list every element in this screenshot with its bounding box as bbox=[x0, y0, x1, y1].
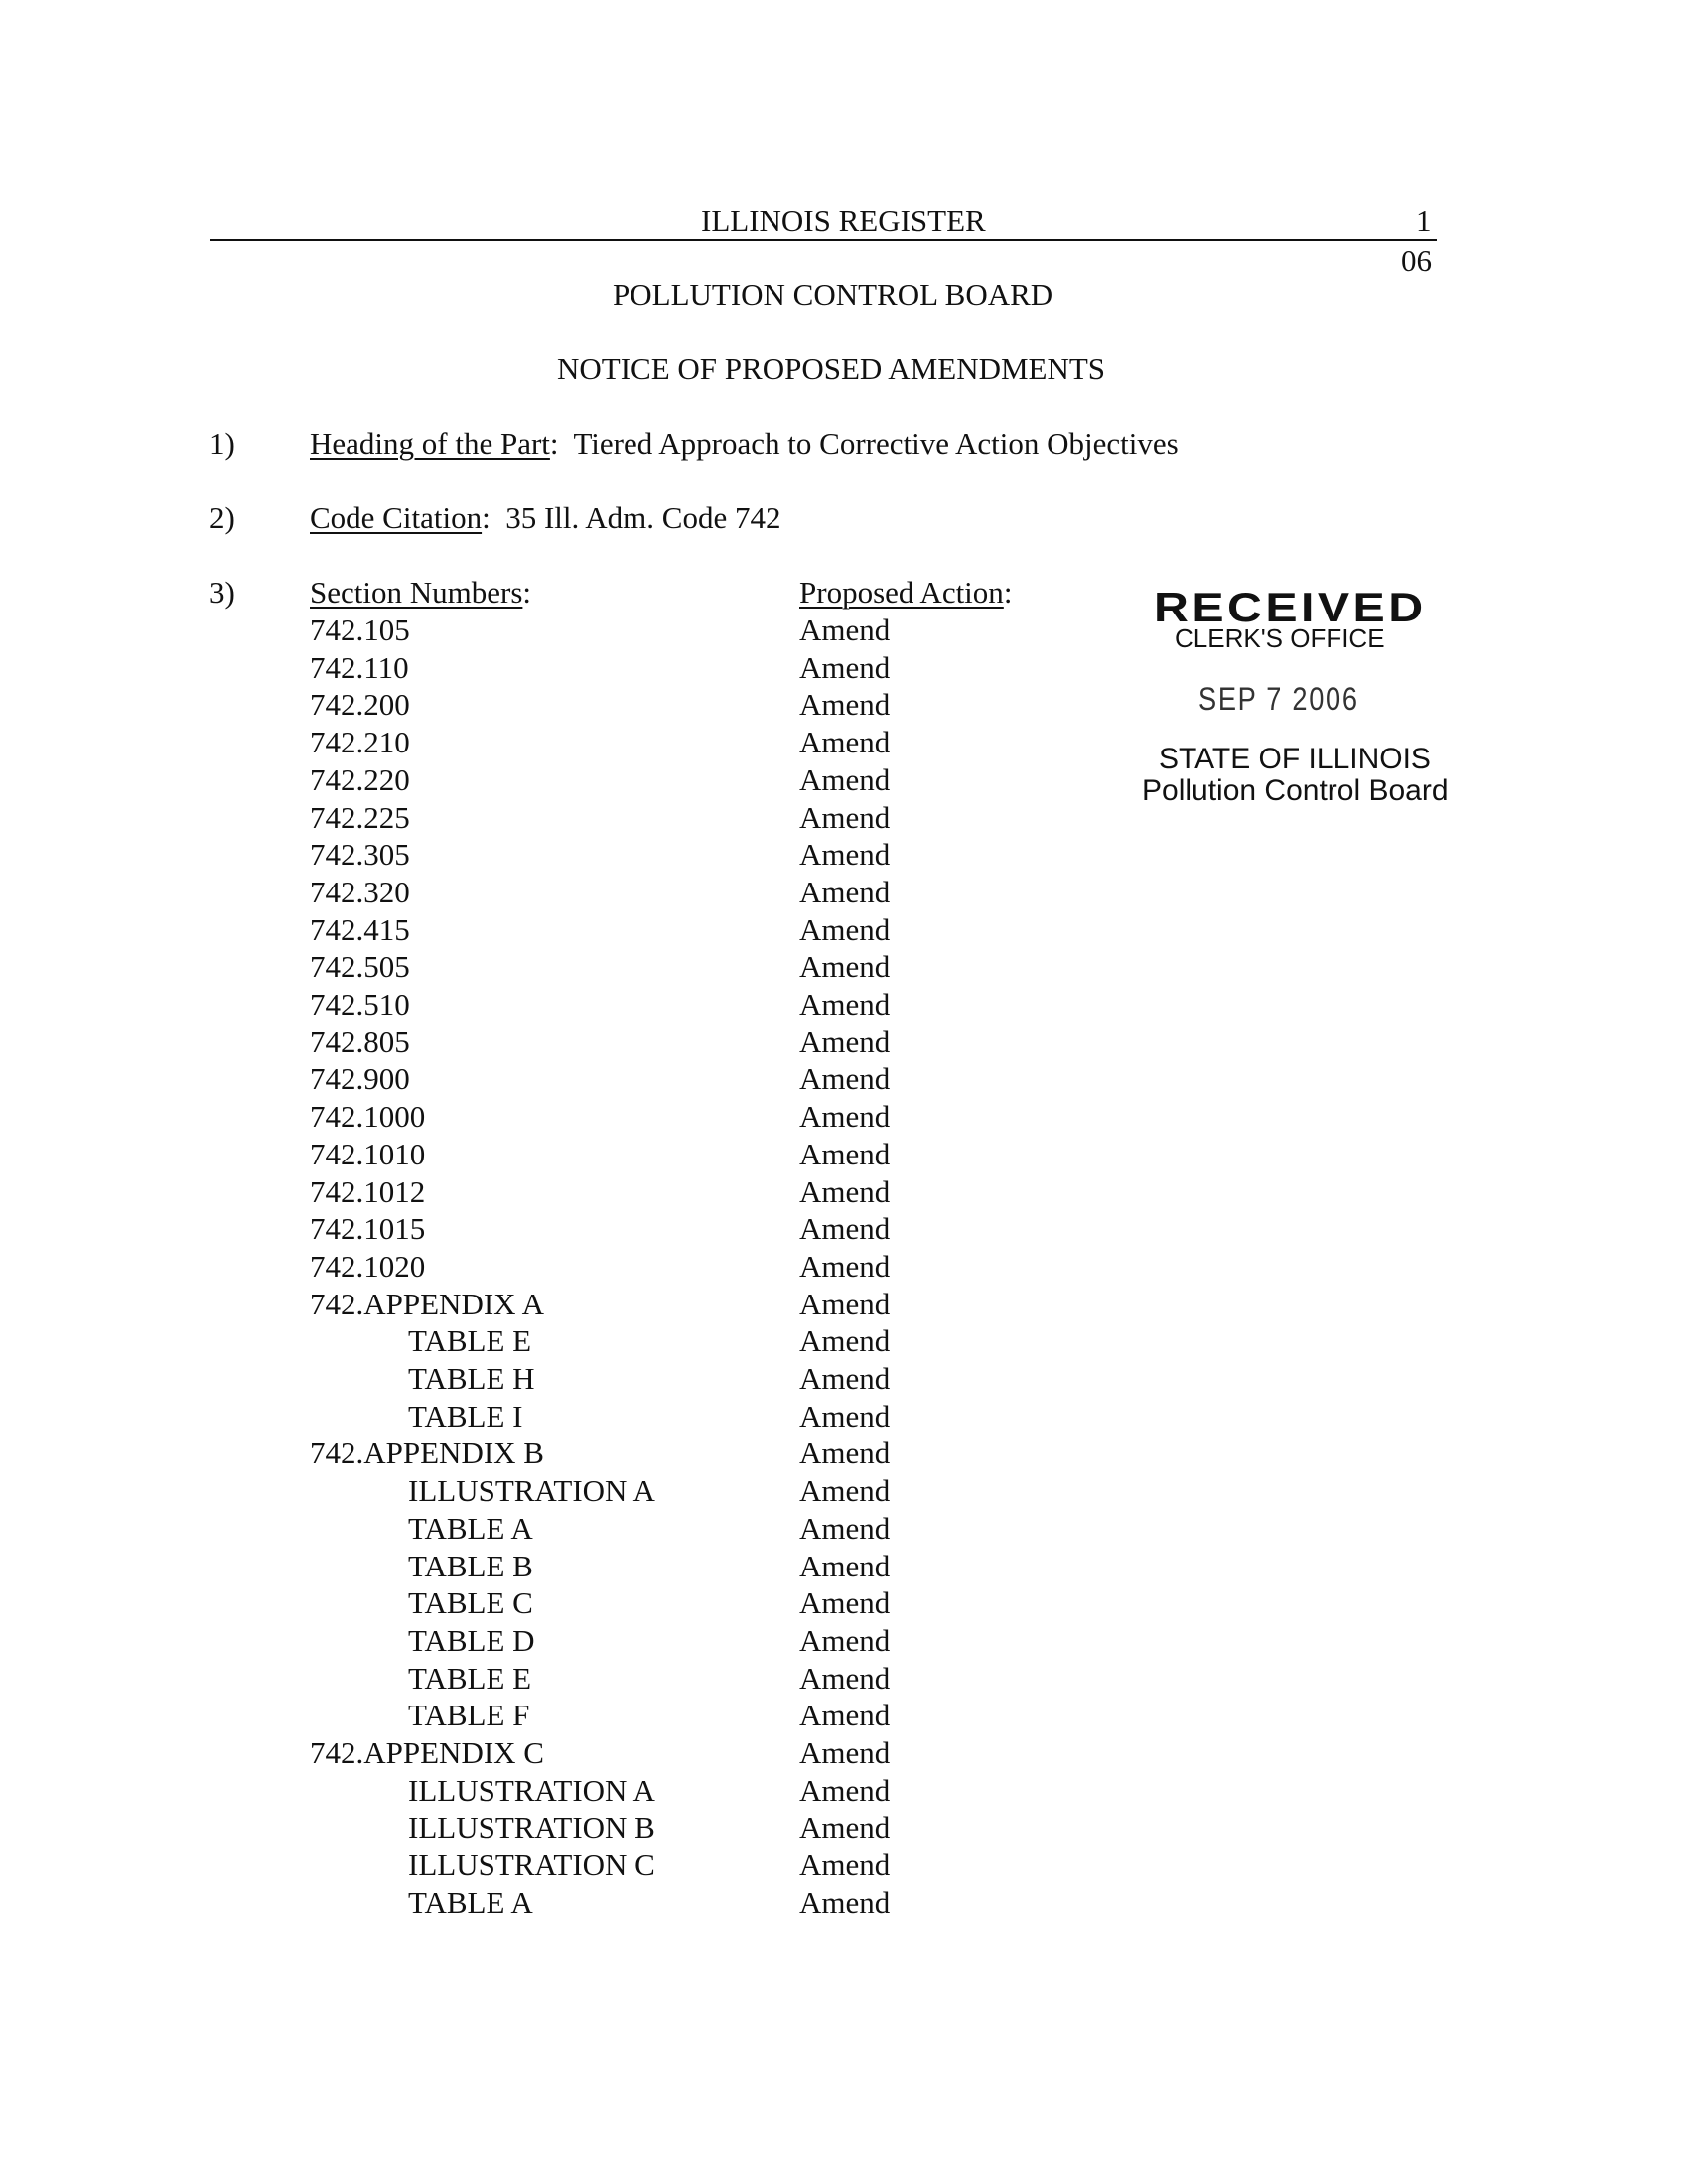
section-number: 742.110 bbox=[310, 650, 409, 685]
section-number: 742.805 bbox=[310, 1024, 410, 1059]
section-number: 742.APPENDIX C bbox=[310, 1735, 544, 1770]
proposed-action: Amend bbox=[799, 1137, 891, 1171]
proposed-action: Amend bbox=[799, 1661, 891, 1696]
section-number: TABLE E bbox=[408, 1323, 532, 1358]
proposed-action: Amend bbox=[799, 1847, 891, 1882]
section-number: ILLUSTRATION B bbox=[408, 1810, 655, 1844]
proposed-action: Amend bbox=[799, 1585, 891, 1620]
proposed-action: Amend bbox=[799, 1323, 891, 1358]
stamp-date: SEP 7 2006 bbox=[1198, 681, 1359, 717]
section-number: TABLE I bbox=[408, 1399, 523, 1433]
proposed-action: Amend bbox=[799, 1399, 891, 1433]
proposed-action: Amend bbox=[799, 1473, 891, 1508]
section-number: TABLE F bbox=[408, 1698, 530, 1732]
section-number: 742.1012 bbox=[310, 1174, 426, 1209]
proposed-action: Amend bbox=[799, 1024, 891, 1059]
section-number: ILLUSTRATION A bbox=[408, 1473, 655, 1508]
proposed-action: Amend bbox=[799, 875, 891, 909]
proposed-action: Amend bbox=[799, 650, 891, 685]
register-title: ILLINOIS REGISTER bbox=[701, 204, 986, 238]
proposed-action: Amend bbox=[799, 1061, 891, 1096]
proposed-action: Amend bbox=[799, 1810, 891, 1844]
stamp-office: CLERK'S OFFICE bbox=[1175, 623, 1385, 653]
stamp-state: STATE OF ILLINOIS bbox=[1159, 743, 1431, 775]
proposed-action: Amend bbox=[799, 687, 891, 722]
proposed-action: Amend bbox=[799, 762, 891, 797]
section-number: 742.200 bbox=[310, 687, 410, 722]
section-number: 742.305 bbox=[310, 837, 410, 872]
proposed-action: Amend bbox=[799, 725, 891, 759]
section-number: 742.415 bbox=[310, 912, 410, 947]
section-number: 742.1015 bbox=[310, 1211, 426, 1246]
proposed-action: Amend bbox=[799, 1099, 891, 1134]
proposed-action: Amend bbox=[799, 1361, 891, 1396]
section-number: 742.1020 bbox=[310, 1249, 426, 1284]
section-number: 742.105 bbox=[310, 613, 410, 647]
proposed-action: Amend bbox=[799, 800, 891, 835]
section-number: TABLE A bbox=[408, 1885, 533, 1920]
proposed-action: Amend bbox=[799, 912, 891, 947]
section-number: 742.225 bbox=[310, 800, 410, 835]
item-2-label: Code Citation bbox=[310, 500, 483, 535]
item-1 bbox=[310, 425, 1179, 463]
proposed-action: Amend bbox=[799, 1511, 891, 1546]
section-numbers-header: Section Numbers: bbox=[310, 575, 532, 610]
section-number: ILLUSTRATION C bbox=[408, 1847, 655, 1882]
proposed-action: Amend bbox=[799, 1287, 891, 1321]
proposed-action: Amend bbox=[799, 613, 891, 647]
agency-title: POLLUTION CONTROL BOARD bbox=[613, 277, 1053, 312]
section-number: 742.APPENDIX B bbox=[310, 1435, 544, 1470]
proposed-action: Amend bbox=[799, 1735, 891, 1770]
section-numbers-label: Section Numbers bbox=[310, 575, 523, 610]
proposed-action: Amend bbox=[799, 1549, 891, 1583]
section-number: TABLE C bbox=[408, 1585, 533, 1620]
item-2 bbox=[310, 499, 780, 537]
section-number: 742.APPENDIX A bbox=[310, 1287, 544, 1321]
proposed-action: Amend bbox=[799, 837, 891, 872]
proposed-action: Amend bbox=[799, 1885, 891, 1920]
proposed-action: Amend bbox=[799, 1211, 891, 1246]
item-3-number: 3) bbox=[210, 575, 235, 610]
issue-number: 06 bbox=[1401, 243, 1432, 278]
stamp-received: RECEIVED bbox=[1154, 584, 1427, 630]
section-number: TABLE A bbox=[408, 1511, 533, 1546]
proposed-action: Amend bbox=[799, 1174, 891, 1209]
section-number: 742.220 bbox=[310, 762, 410, 797]
proposed-action: Amend bbox=[799, 1249, 891, 1284]
item-1-value: : Tiered Approach to Corrective Action Objectives bbox=[549, 426, 1179, 461]
stamp-board: Pollution Control Board bbox=[1142, 774, 1449, 807]
proposed-action: Amend bbox=[799, 1773, 891, 1808]
section-number: 742.1000 bbox=[310, 1099, 426, 1134]
section-number: 742.505 bbox=[310, 949, 410, 984]
proposed-action-label: Proposed Action bbox=[799, 575, 1004, 610]
section-number: TABLE H bbox=[408, 1361, 535, 1396]
section-number: 742.510 bbox=[310, 987, 410, 1022]
page-number: 1 bbox=[1416, 204, 1432, 238]
section-number: 742.320 bbox=[310, 875, 410, 909]
proposed-action: Amend bbox=[799, 987, 891, 1022]
proposed-action: Amend bbox=[799, 949, 891, 984]
item-1-number: 1) bbox=[210, 426, 235, 461]
section-number: 742.900 bbox=[310, 1061, 410, 1096]
proposed-action: Amend bbox=[799, 1698, 891, 1732]
notice-title: NOTICE OF PROPOSED AMENDMENTS bbox=[557, 351, 1106, 386]
item-1-label: Heading of the Part bbox=[310, 426, 550, 461]
section-number: TABLE D bbox=[408, 1623, 535, 1658]
proposed-action-header: Proposed Action: bbox=[799, 575, 1013, 610]
section-number: TABLE B bbox=[408, 1549, 533, 1583]
proposed-action: Amend bbox=[799, 1623, 891, 1658]
proposed-action: Amend bbox=[799, 1435, 891, 1470]
item-2-number: 2) bbox=[210, 500, 235, 535]
item-2-value: : 35 Ill. Adm. Code 742 bbox=[482, 500, 781, 535]
section-number: ILLUSTRATION A bbox=[408, 1773, 655, 1808]
section-number: 742.1010 bbox=[310, 1137, 426, 1171]
section-number: 742.210 bbox=[310, 725, 410, 759]
section-number: TABLE E bbox=[408, 1661, 532, 1696]
